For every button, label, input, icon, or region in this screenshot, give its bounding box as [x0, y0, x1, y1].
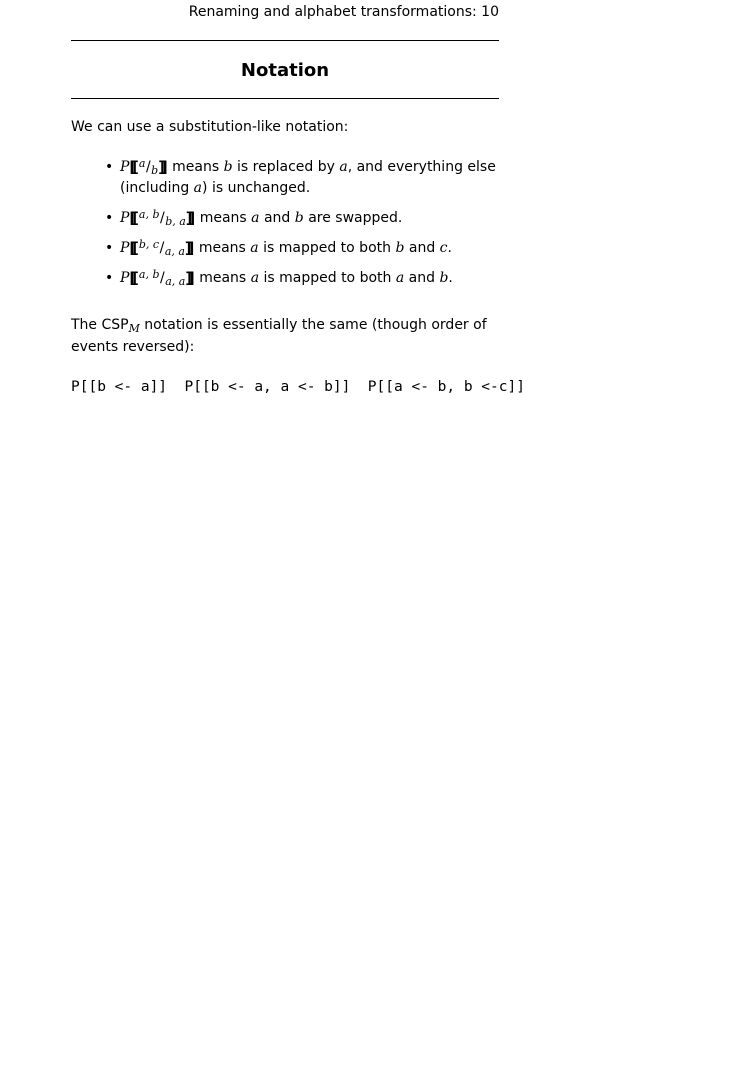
text-run: and	[259, 210, 295, 226]
bullet-icon: •	[105, 270, 114, 286]
text-run: .	[447, 240, 452, 256]
bullet-description	[195, 270, 453, 286]
bullet-icon: •	[105, 210, 114, 226]
bullet-icon: •	[105, 159, 114, 175]
bullet-text	[120, 156, 496, 196]
formula-subscript: a, a	[165, 275, 186, 288]
formula-superscript: b, c	[138, 237, 160, 251]
math-formula	[120, 207, 195, 228]
math-formula	[120, 237, 194, 258]
formula-process: P	[120, 240, 130, 256]
formula-superscript: a, b	[138, 267, 160, 281]
math-var: a	[250, 240, 259, 256]
text-run: , and everything else	[347, 159, 496, 175]
formula-subscript: b, a	[165, 215, 186, 228]
subscript-var: M	[128, 322, 140, 335]
text-run: means	[167, 159, 224, 175]
bullet-list	[71, 157, 541, 298]
math-formula	[120, 267, 195, 288]
math-var: a	[193, 180, 203, 196]
text-run: and	[404, 240, 440, 256]
formula-subscript: a, a	[164, 245, 185, 258]
white-bracket-open-icon: [[	[129, 210, 135, 227]
white-bracket-close-icon: ]]	[185, 270, 191, 287]
text-run: The CSP	[71, 317, 129, 333]
text-run: .	[448, 270, 453, 286]
bullet-item	[71, 238, 541, 259]
csp-paragraph	[71, 314, 487, 358]
white-bracket-open-icon: [[	[129, 240, 135, 257]
bullet-text	[120, 207, 403, 228]
text-run: is mapped to both	[258, 240, 396, 256]
divider-bottom-rule	[71, 98, 499, 99]
code-line: P[[b <- a]] P[[b <- a, a <- b]] P[[a <- b, b <-c]]	[71, 379, 525, 395]
formula-slash: /	[145, 159, 151, 175]
formula-superscript: a	[138, 156, 146, 170]
formula-process: P	[120, 270, 130, 286]
intro-text: We can use a substitution-like notation:	[71, 119, 349, 135]
bullet-description	[120, 156, 496, 196]
white-bracket-close-icon: ]]	[158, 159, 164, 176]
formula-superscript: a, b	[138, 207, 160, 221]
math-var: c	[439, 240, 448, 256]
text-run: means	[194, 270, 251, 286]
text-run: ) is unchanged.	[202, 180, 311, 196]
text-run: means	[194, 240, 251, 256]
formula-subscript: b	[151, 164, 159, 177]
white-bracket-open-icon: [[	[129, 270, 135, 287]
text-run: is replaced by	[232, 159, 340, 175]
formula-process: P	[120, 159, 130, 175]
math-var: b	[294, 210, 304, 226]
math-var: b	[439, 270, 449, 286]
bullet-item	[71, 157, 541, 199]
math-var: b	[223, 159, 233, 175]
slide-title: Notation	[240, 60, 330, 81]
text-run: means	[195, 210, 252, 226]
page-header: Renaming and alphabet transformations: 10	[188, 4, 499, 20]
white-bracket-close-icon: ]]	[185, 210, 192, 227]
bullet-item	[71, 208, 541, 229]
bullet-description	[194, 240, 452, 256]
bullet-text	[120, 267, 453, 288]
text-run: (including	[120, 180, 194, 196]
math-var: b	[395, 240, 405, 256]
math-var: a	[250, 270, 260, 286]
white-bracket-close-icon: ]]	[184, 240, 191, 257]
text-run: and	[404, 270, 440, 286]
formula-slash: /	[159, 270, 165, 286]
bullet-text	[120, 237, 452, 258]
divider-top-rule	[71, 40, 499, 41]
white-bracket-open-icon: [[	[129, 159, 135, 176]
math-var: a	[251, 210, 260, 226]
formula-slash: /	[159, 240, 165, 256]
bullet-icon: •	[105, 240, 114, 256]
text-run: events reversed):	[71, 339, 195, 355]
text-run: are swapped.	[303, 210, 403, 226]
math-var: a	[339, 159, 348, 175]
text-run: notation is essentially the same (though order of	[139, 317, 487, 333]
formula-slash: /	[159, 210, 165, 226]
text-run: is mapped to both	[259, 270, 396, 286]
math-var: a	[395, 270, 405, 286]
bullet-description	[195, 210, 402, 226]
bullet-item	[71, 268, 541, 289]
math-formula	[120, 156, 168, 177]
formula-process: P	[120, 210, 130, 226]
